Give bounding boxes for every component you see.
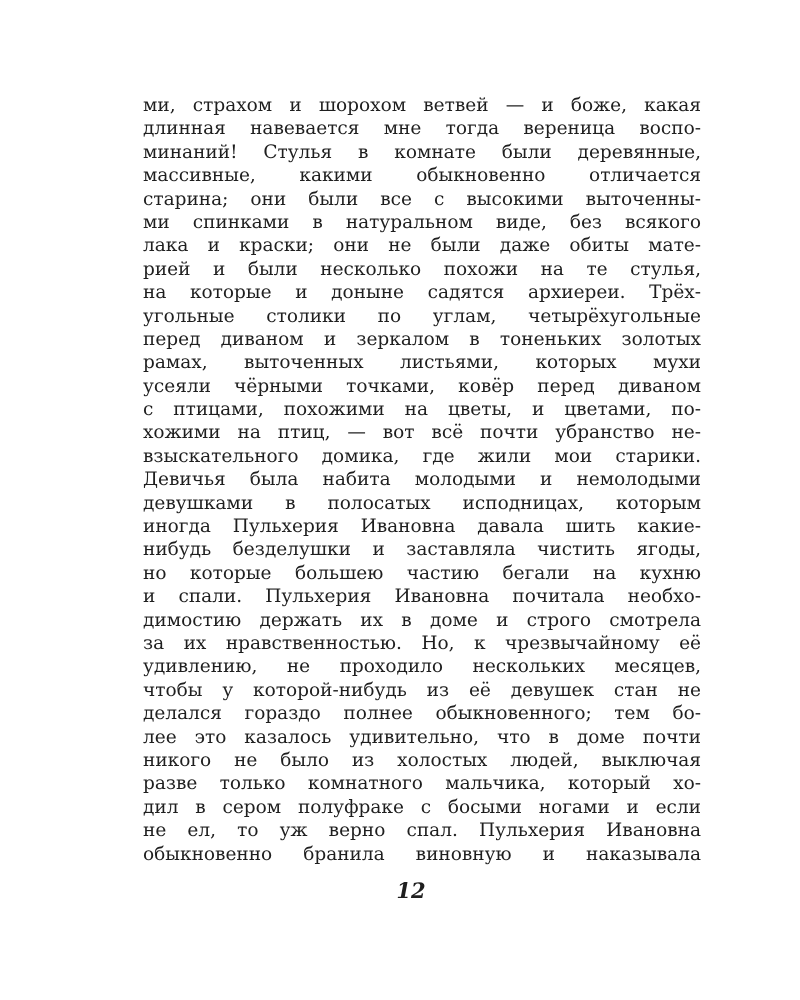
text-line: рией и были несколько похожи на те стулья, (143, 258, 701, 280)
body-text (143, 94, 701, 866)
text-line: усеяли чёрными точками, ковёр перед диваном (143, 375, 701, 397)
text-line: старина; они были все с высокими выточенны- (143, 188, 701, 210)
text-line: и спали. Пульхерия Ивановна почитала необхо- (143, 586, 701, 608)
text-line: ми, страхом и шорохом ветвей — и боже, какая (143, 95, 701, 116)
text-line: девушками в полосатых исподницах, которым (143, 492, 701, 514)
text-line: не ел, то уж верно спал. Пульхерия Ивановна (143, 820, 701, 842)
text-line: делался гораздо полнее обыкновенного; тем бо- (143, 703, 701, 725)
text-line: длинная навевается мне тогда вереница воспо- (143, 118, 701, 140)
text-line: массивные, какими обыкновенно отличается (143, 165, 701, 187)
text-line: перед диваном и зеркалом в тоненьких золотых (143, 328, 701, 350)
text-line: нибудь безделушки и заставляла чистить ягоды, (143, 539, 701, 561)
text-line: чтобы у которой-нибудь из её девушек стан не (143, 679, 701, 701)
text-line: удивлению, не проходило нескольких месяцев, (143, 656, 701, 678)
text-line: лака и краски; они не были даже обиты мате- (143, 235, 701, 257)
text-line: обыкновенно бранила виновную и наказывала (143, 843, 701, 865)
text-line: Девичья была набита молодыми и немолодыми (143, 469, 701, 491)
text-line: хожими на птиц, — вот всё почти убранство не- (143, 422, 701, 444)
text-line: взыскательного домика, где жили мои старики. (143, 445, 701, 467)
text-line: иногда Пульхерия Ивановна давала шить какие- (143, 516, 701, 538)
page-number: 12 (396, 878, 426, 903)
text-line: дил в сером полуфраке с босыми ногами и если (143, 796, 701, 818)
text-line: за их нравственностью. Но, к чрезвычайному её (143, 632, 701, 654)
text-line: рамах, выточенных листьями, которых мухи (143, 352, 701, 374)
text-line: лее это казалось удивительно, что в доме почти (143, 726, 701, 748)
text-line: но которые большею частию бегали на кухню (143, 562, 701, 584)
text-line: димостию держать их в доме и строго смотрела (143, 609, 701, 631)
text-line: с птицами, похожими на цветы, и цветами, по- (143, 399, 701, 421)
text-line: разве только комнатного мальчика, который хо- (143, 773, 701, 795)
text-line: никого не было из холостых людей, выключая (143, 749, 701, 771)
text-line: ми спинками в натуральном виде, без всякого (143, 211, 701, 233)
text-line: минаний! Стулья в комнате были деревянные, (143, 141, 701, 163)
text-line: на которые и доныне садятся архиереи. Трёх- (143, 282, 701, 304)
text-line: угольные столики по углам, четырёхугольные (143, 305, 701, 327)
